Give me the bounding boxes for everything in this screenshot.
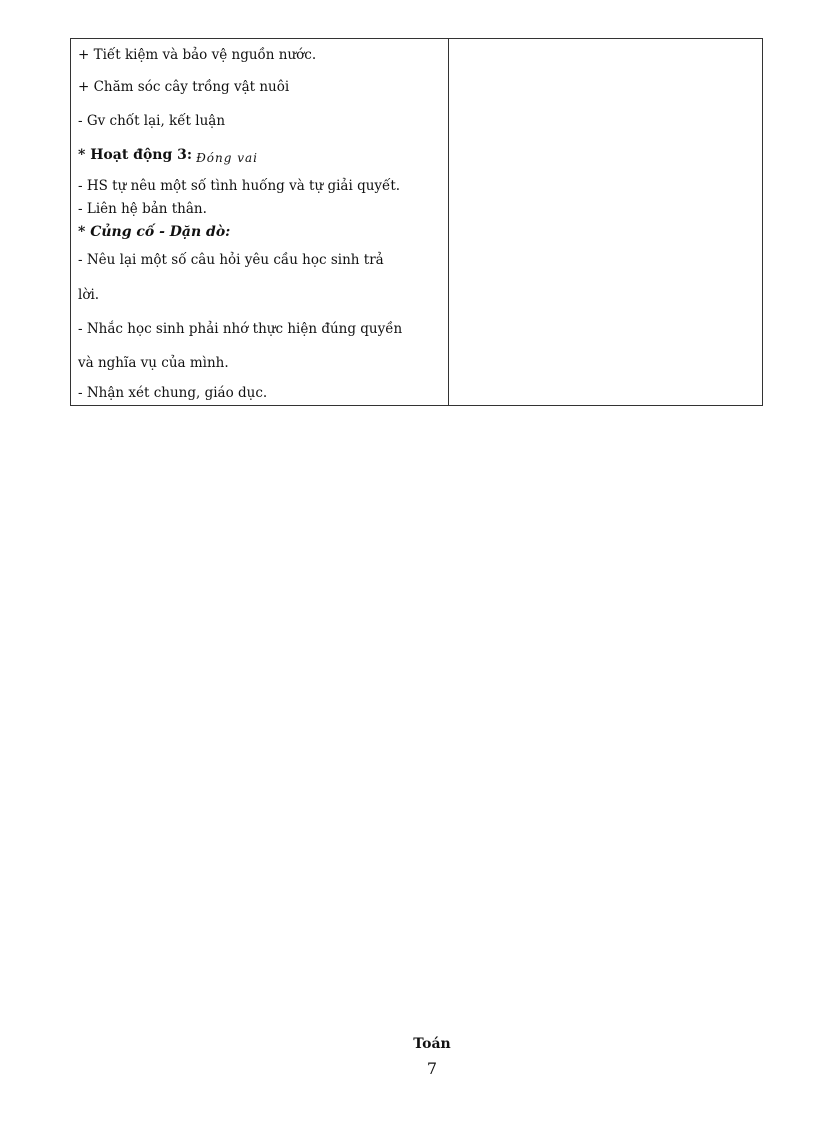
consolidation-heading — [78, 224, 230, 240]
line-care-plants: + Chăm sóc cây trồng vật nuôi — [78, 79, 290, 95]
activity-3-title: Đóng vai — [196, 151, 258, 165]
line-self-relate: - Liên hệ bản thân. — [78, 201, 207, 217]
line-remind-rights-cont: và nghĩa vụ của mình. — [78, 355, 229, 371]
line-general-remarks: - Nhận xét chung, giáo dục. — [78, 385, 268, 401]
consolidation-label: Củng cố - Dặn dò: — [90, 224, 231, 240]
line-teacher-conclude: - Gv chốt lại, kết luận — [78, 113, 226, 129]
consolidation-prefix: * — [78, 224, 91, 240]
activities-cell — [71, 39, 449, 406]
line-review-questions-cont: lời. — [78, 287, 100, 303]
line-save-water: + Tiết kiệm và bảo vệ nguồn nước. — [78, 47, 317, 63]
activity-3-heading — [78, 147, 258, 163]
footer-title: Toán — [413, 1036, 451, 1052]
activity-3-label: * Hoạt động 3: — [78, 147, 193, 163]
lesson-table — [70, 38, 763, 406]
line-review-questions: - Nêu lại một số câu hỏi yêu cầu học sinh trả — [78, 252, 384, 268]
line-remind-rights: - Nhắc học sinh phải nhớ thực hiện đúng quyền — [78, 321, 403, 337]
line-student-situations: - HS tự nêu một số tình huống và tự giải quyết. — [78, 178, 401, 194]
empty-cell — [449, 39, 763, 406]
page-number: 7 — [426, 1059, 438, 1078]
